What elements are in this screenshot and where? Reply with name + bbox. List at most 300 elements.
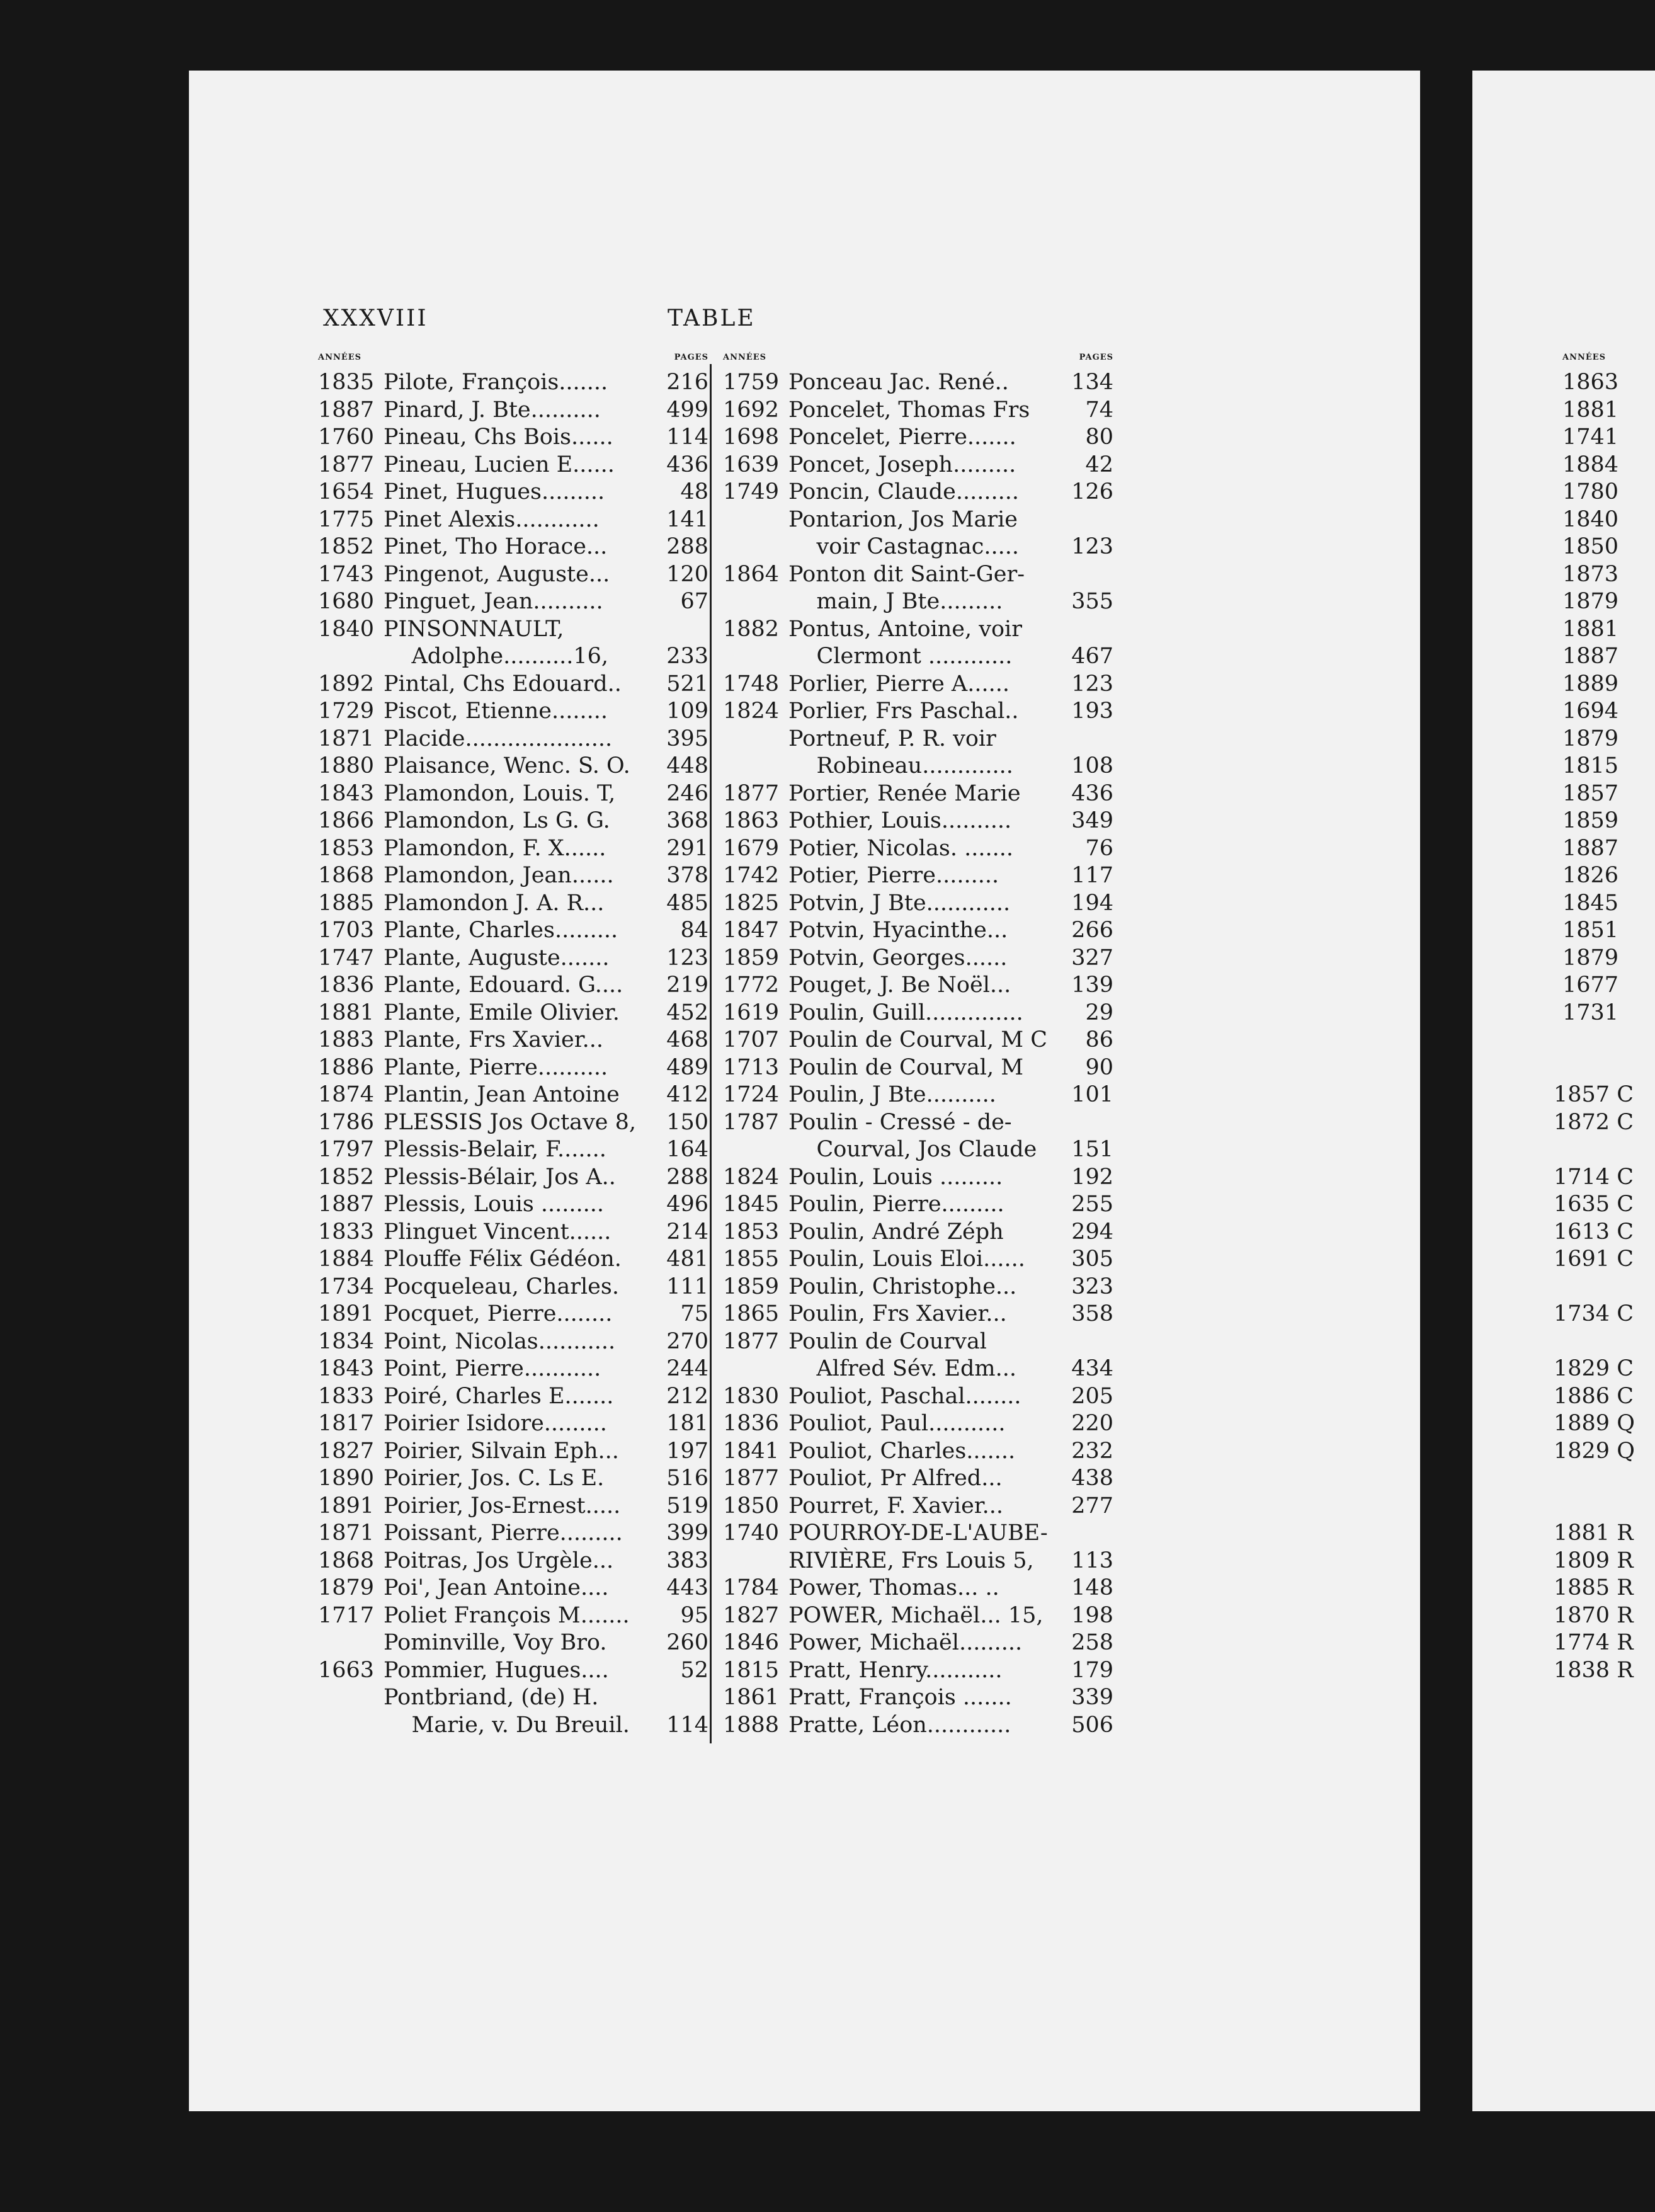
entry-page: 76 <box>1085 835 1113 861</box>
entry-page: 48 <box>680 479 708 505</box>
entry-year: 1742 <box>723 863 780 888</box>
entry-name: Poi', Jean Antoine.... <box>384 1575 609 1600</box>
entry-page: 358 <box>1071 1301 1113 1326</box>
index-entry <box>318 397 708 425</box>
entry-year: 1692 <box>723 397 780 423</box>
entry-page: 233 <box>666 644 708 669</box>
entry-name: Pourret, F. Xavier... <box>788 1493 1004 1519</box>
entry-page: 349 <box>1071 808 1113 833</box>
index-entry <box>318 369 708 397</box>
entry-name: Pinguet, Jean.......... <box>384 589 603 614</box>
entry-year: 1759 <box>723 370 780 395</box>
entry-name: Pouliot, Paschal........ <box>788 1383 1021 1409</box>
entry-page: 383 <box>666 1548 708 1573</box>
adjacent-entry-year: 1879 <box>1562 589 1619 614</box>
index-entry <box>318 1657 708 1685</box>
index-entry <box>318 780 708 808</box>
index-entry <box>723 1219 1113 1246</box>
entry-page: 52 <box>680 1657 708 1683</box>
entry-page: 123 <box>666 945 708 971</box>
entry-year: 1827 <box>318 1438 375 1464</box>
index-entry <box>318 1219 708 1246</box>
entry-name: Porlier, Frs Paschal.. <box>788 698 1019 724</box>
entry-page: 270 <box>666 1328 708 1354</box>
entry-name: Poirier, Silvain Eph... <box>384 1438 619 1464</box>
entry-name: Plaisance, Wenc. S. O. <box>384 753 630 778</box>
entry-year: 1679 <box>723 835 780 861</box>
index-entry <box>723 1081 1113 1109</box>
column-divider <box>710 364 712 1743</box>
entry-page: 216 <box>666 370 708 395</box>
index-entry <box>723 1383 1113 1411</box>
entry-page: 246 <box>666 780 708 806</box>
index-entry <box>318 917 708 945</box>
entry-page: 75 <box>680 1301 708 1326</box>
index-entry <box>318 698 708 726</box>
entry-page: 519 <box>666 1493 708 1519</box>
adjacent-entry-year: 1815 <box>1562 753 1619 778</box>
entry-year: 1859 <box>723 1274 780 1299</box>
entry-name: Plante, Edouard. G.... <box>384 972 623 998</box>
entry-year: 1760 <box>318 425 375 450</box>
entry-page: 260 <box>666 1630 708 1655</box>
index-entry <box>318 1136 708 1164</box>
entry-year: 1713 <box>723 1054 780 1080</box>
index-entry <box>318 1109 708 1137</box>
entry-year: 1772 <box>723 972 780 998</box>
index-entry <box>723 643 1113 671</box>
index-entry <box>723 1109 1113 1137</box>
entry-page: 86 <box>1085 1027 1113 1052</box>
entry-name: Poulin de Courval, M C <box>788 1027 1047 1052</box>
entry-year: 1724 <box>723 1082 780 1107</box>
entry-year: 1885 <box>318 890 375 916</box>
entry-page: 355 <box>1071 589 1113 614</box>
index-entry <box>723 1575 1113 1602</box>
entry-year: 1847 <box>723 918 780 943</box>
index-entry <box>723 1246 1113 1274</box>
entry-year: 1775 <box>318 506 375 532</box>
entry-name: Poncet, Joseph......... <box>788 452 1016 477</box>
entry-name: Pocquet, Pierre........ <box>384 1301 613 1326</box>
index-entry <box>318 807 708 835</box>
adjacent-page-column <box>1554 353 1655 1683</box>
adjacent-entry-year: 1889 Q <box>1554 1411 1635 1436</box>
entry-name: Poncin, Claude......... <box>788 479 1019 505</box>
column-header <box>723 353 1113 367</box>
entry-page: 339 <box>1071 1685 1113 1710</box>
index-entry <box>318 506 708 534</box>
entry-name: Alfred Sév. Edm... <box>788 1356 1016 1381</box>
entry-name: Plouffe Félix Gédéon. <box>384 1246 622 1272</box>
entry-name: Poirier, Jos. C. Ls E. <box>384 1466 605 1491</box>
index-entry <box>723 862 1113 890</box>
index-entry <box>318 588 708 616</box>
adjacent-entry-year: 1881 <box>1562 616 1619 642</box>
entry-name: Pintal, Chs Edouard.. <box>384 671 622 697</box>
entry-page: 443 <box>666 1575 708 1600</box>
entry-year: 1654 <box>318 479 375 505</box>
entry-name: Ponceau Jac. René.. <box>788 370 1009 395</box>
entry-page: 496 <box>666 1192 708 1217</box>
adjacent-entry-year: 1826 <box>1562 863 1619 888</box>
entry-name: Plante, Charles......... <box>384 918 618 943</box>
adjacent-entry-year: 1714 C <box>1554 1164 1634 1190</box>
entry-name: Poulin, Christophe... <box>788 1274 1017 1299</box>
entry-name: Pontbriand, (de) H. <box>384 1685 599 1710</box>
entry-year: 1877 <box>723 1466 780 1491</box>
entry-name: Poulin, Frs Xavier... <box>788 1301 1007 1326</box>
index-entry <box>723 890 1113 918</box>
entry-page: 506 <box>1071 1712 1113 1738</box>
entry-name: Pommier, Hugues.... <box>384 1657 609 1683</box>
entry-name: Portneuf, P. R. voir <box>788 726 996 751</box>
entry-page: 481 <box>666 1246 708 1272</box>
index-entry <box>318 1520 708 1548</box>
index-entry <box>723 1410 1113 1438</box>
entry-name: Potvin, Georges...... <box>788 945 1008 971</box>
adjacent-entry-year: 1885 R <box>1554 1575 1634 1600</box>
entry-name: Poissant, Pierre......... <box>384 1520 623 1546</box>
index-entry <box>318 671 708 698</box>
index-entry <box>723 1000 1113 1027</box>
adjacent-entry-year: 1884 <box>1562 452 1619 477</box>
entry-page: 327 <box>1071 945 1113 971</box>
index-entry <box>318 1054 708 1082</box>
adjacent-entry-year: 1780 <box>1562 479 1619 505</box>
adjacent-entry-year: 1838 R <box>1554 1657 1634 1683</box>
entry-year: 1787 <box>723 1109 780 1135</box>
entry-name: Poulin, Louis Eloi...... <box>788 1246 1025 1272</box>
index-entry <box>318 1438 708 1466</box>
entry-name: Pineau, Chs Bois...... <box>384 425 613 450</box>
entry-year: 1877 <box>723 780 780 806</box>
entry-year: 1852 <box>318 534 375 559</box>
index-entry <box>723 1438 1113 1466</box>
entry-name: Potier, Nicolas. ....... <box>788 835 1013 861</box>
index-entry <box>318 1191 708 1219</box>
adjacent-entry-year: 1635 C <box>1554 1192 1634 1217</box>
index-entry <box>318 1712 708 1740</box>
index-entry <box>318 533 708 561</box>
entry-name: Porlier, Pierre A...... <box>788 671 1009 697</box>
entry-year: 1874 <box>318 1082 375 1107</box>
entry-year: 1729 <box>318 698 375 724</box>
index-entry <box>723 1274 1113 1301</box>
adjacent-entry-year: 1881 R <box>1554 1520 1634 1546</box>
index-entry <box>318 1355 708 1383</box>
entry-year: 1871 <box>318 726 375 751</box>
entry-name: Pouliot, Charles....... <box>788 1438 1016 1464</box>
index-entry <box>318 643 708 671</box>
index-entry <box>723 807 1113 835</box>
entry-year: 1815 <box>723 1657 780 1683</box>
entry-page: 179 <box>1071 1657 1113 1683</box>
entry-page: 499 <box>666 397 708 423</box>
index-entry <box>723 452 1113 479</box>
index-entry <box>723 1301 1113 1328</box>
entry-page: 516 <box>666 1466 708 1491</box>
index-entry <box>723 698 1113 726</box>
index-column-right <box>723 353 1113 1739</box>
entry-name: Poncelet, Pierre....... <box>788 425 1016 450</box>
entry-year: 1833 <box>318 1219 375 1245</box>
adjacent-entry-year: 1850 <box>1562 534 1619 559</box>
adjacent-entry-year: 1829 Q <box>1554 1438 1635 1464</box>
entry-page: 151 <box>1071 1137 1113 1162</box>
entry-year: 1835 <box>318 370 375 395</box>
entry-name: Pouliot, Pr Alfred... <box>788 1466 1003 1491</box>
entry-name: Marie, v. Du Breuil. <box>384 1712 630 1738</box>
entry-name: Pothier, Louis.......... <box>788 808 1012 833</box>
index-entry <box>723 1602 1113 1630</box>
entry-page: 220 <box>1071 1411 1113 1436</box>
adjacent-entry-year: 1691 C <box>1554 1246 1634 1272</box>
entry-page: 120 <box>666 561 708 587</box>
entry-year: 1877 <box>723 1328 780 1354</box>
entry-page: 244 <box>666 1356 708 1381</box>
index-entry <box>723 1191 1113 1219</box>
entry-name: Poiré, Charles E....... <box>384 1383 614 1409</box>
entry-page: 197 <box>666 1438 708 1464</box>
index-entry <box>723 753 1113 780</box>
column-header <box>318 353 708 367</box>
index-entry <box>318 1328 708 1356</box>
index-entry <box>318 1602 708 1630</box>
entry-page: 212 <box>666 1383 708 1409</box>
index-entry <box>723 533 1113 561</box>
entry-name: PLESSIS Jos Octave 8, <box>384 1109 637 1135</box>
entry-year: 1840 <box>318 616 375 642</box>
entry-name: Poulin, Pierre......... <box>788 1192 1004 1217</box>
entry-year: 1825 <box>723 890 780 916</box>
entry-year: 1698 <box>723 425 780 450</box>
entry-page: 114 <box>666 1712 708 1738</box>
entry-page: 305 <box>1071 1246 1113 1272</box>
entry-name: PINSONNAULT, <box>384 616 564 642</box>
entry-page: 194 <box>1071 890 1113 916</box>
adjacent-entry-year: 1731 <box>1562 1000 1619 1025</box>
entry-name: Poulin, Guill.............. <box>788 1000 1023 1025</box>
entry-name: Plamondon, Louis. T, <box>384 780 616 806</box>
entry-name: POWER, Michaël... 15, <box>788 1602 1044 1628</box>
entry-year: 1834 <box>318 1328 375 1354</box>
entry-name: Poulin de Courval, M <box>788 1054 1024 1080</box>
index-entry <box>318 753 708 780</box>
entry-name: Plante, Pierre.......... <box>384 1054 608 1080</box>
index-entry <box>318 1493 708 1520</box>
entry-name: Potvin, Hyacinthe... <box>788 918 1008 943</box>
entry-name: Pinet, Tho Horace... <box>384 534 608 559</box>
entry-year: 1639 <box>723 452 780 477</box>
entry-year: 1886 <box>318 1054 375 1080</box>
entry-page: 164 <box>666 1137 708 1162</box>
entry-year: 1866 <box>318 808 375 833</box>
adjacent-entry-year: 1840 <box>1562 506 1619 532</box>
entry-year: 1784 <box>723 1575 780 1600</box>
adjacent-entry-year: 1887 <box>1562 835 1619 861</box>
entry-page: 436 <box>1071 780 1113 806</box>
entry-year: 1868 <box>318 1548 375 1573</box>
entry-name: Pinard, J. Bte.......... <box>384 397 601 423</box>
index-entry <box>723 424 1113 452</box>
entry-name: Pratte, Léon............ <box>788 1712 1011 1738</box>
entry-year: 1850 <box>723 1493 780 1519</box>
entry-page: 521 <box>666 671 708 697</box>
entry-year: 1891 <box>318 1301 375 1326</box>
entry-name: Portier, Renée Marie <box>788 780 1021 806</box>
entry-name: Pinet Alexis............ <box>384 506 600 532</box>
index-entry <box>723 1712 1113 1740</box>
index-entry <box>723 972 1113 1000</box>
entry-year: 1884 <box>318 1246 375 1272</box>
entry-name: Pouliot, Paul........... <box>788 1411 1006 1436</box>
index-entry <box>318 1410 708 1438</box>
index-entry <box>723 1027 1113 1054</box>
index-entry <box>318 452 708 479</box>
entry-year: 1830 <box>723 1383 780 1409</box>
entry-page: 489 <box>666 1054 708 1080</box>
entry-year: 1786 <box>318 1109 375 1135</box>
entry-name: Pocqueleau, Charles. <box>384 1274 619 1299</box>
entry-page: 84 <box>680 918 708 943</box>
index-entry <box>318 1629 708 1657</box>
entry-year: 1890 <box>318 1466 375 1491</box>
entry-page: 291 <box>666 835 708 861</box>
index-entry <box>723 1548 1113 1575</box>
entry-page: 42 <box>1085 452 1113 477</box>
entry-name: Plessis-Belair, F....... <box>384 1137 606 1162</box>
index-entry <box>318 890 708 918</box>
entry-page: 468 <box>666 1027 708 1052</box>
entry-name: voir Castagnac..... <box>788 534 1019 559</box>
adjacent-entry-year: 1734 C <box>1554 1301 1634 1326</box>
adjacent-entry-year: 1887 <box>1562 644 1619 669</box>
entry-year: 1855 <box>723 1246 780 1272</box>
entry-page: 111 <box>666 1274 708 1299</box>
index-entry <box>723 1493 1113 1520</box>
index-entry <box>318 1548 708 1575</box>
entry-page: 258 <box>1071 1630 1113 1655</box>
entry-name: Power, Thomas... .. <box>788 1575 999 1600</box>
index-entry <box>318 561 708 589</box>
entry-page: 452 <box>666 1000 708 1025</box>
index-entry <box>723 506 1113 534</box>
entry-page: 214 <box>666 1219 708 1245</box>
entry-page: 113 <box>1071 1548 1113 1573</box>
entry-year: 1846 <box>723 1630 780 1655</box>
index-entry <box>723 397 1113 425</box>
entry-page: 95 <box>680 1602 708 1628</box>
entry-year: 1748 <box>723 671 780 697</box>
entry-name: Plessis-Bélair, Jos A.. <box>384 1164 616 1190</box>
entry-name: Pinet, Hugues......... <box>384 479 605 505</box>
adjacent-entry-year: 1829 C <box>1554 1356 1634 1381</box>
entry-name: Plamondon J. A. R... <box>384 890 605 916</box>
adjacent-entry-year: 1677 <box>1562 972 1619 998</box>
entry-year: 1880 <box>318 753 375 778</box>
index-entry <box>318 1465 708 1493</box>
entry-year: 1817 <box>318 1411 375 1436</box>
entry-page: 232 <box>1071 1438 1113 1464</box>
entry-name: Placide..................... <box>384 726 613 751</box>
entry-page: 294 <box>1071 1219 1113 1245</box>
entry-year: 1863 <box>723 808 780 833</box>
entry-page: 193 <box>1071 698 1113 724</box>
entry-page: 139 <box>1071 972 1113 998</box>
entry-year: 1877 <box>318 452 375 477</box>
entry-name: Plante, Emile Olivier. <box>384 1000 620 1025</box>
adjacent-entry-year: 1857 C <box>1554 1082 1634 1107</box>
entry-page: 467 <box>1071 644 1113 669</box>
entry-name: Potier, Pierre......... <box>788 863 999 888</box>
entry-year: 1892 <box>318 671 375 697</box>
adjacent-entry-year: 1851 <box>1562 918 1619 943</box>
entry-year: 1845 <box>723 1192 780 1217</box>
adjacent-entry-year: 1845 <box>1562 890 1619 916</box>
adjacent-entry-year: 1694 <box>1562 698 1619 724</box>
entry-name: Plamondon, Jean...... <box>384 863 614 888</box>
index-entry <box>318 1684 708 1712</box>
entry-year: 1861 <box>723 1685 780 1710</box>
entry-year: 1797 <box>318 1137 375 1162</box>
entry-page: 67 <box>680 589 708 614</box>
entry-year: 1879 <box>318 1575 375 1600</box>
entry-year: 1747 <box>318 945 375 971</box>
entry-page: 378 <box>666 863 708 888</box>
adjacent-entry-year: 1870 R <box>1554 1602 1634 1628</box>
entry-name: Power, Michaël......... <box>788 1630 1023 1655</box>
entry-page: 123 <box>1071 671 1113 697</box>
adjacent-entry-year: 1872 C <box>1554 1109 1634 1135</box>
adjacent-entry-year: 1809 R <box>1554 1548 1634 1573</box>
index-entry <box>723 479 1113 506</box>
entry-year: 1703 <box>318 918 375 943</box>
entry-name: Plante, Auguste....... <box>384 945 610 971</box>
entry-page: 123 <box>1071 534 1113 559</box>
adjacent-entry-year: 1886 C <box>1554 1383 1634 1409</box>
adjacent-entry-year: 1859 <box>1562 808 1619 833</box>
entry-page: 109 <box>666 698 708 724</box>
entry-page: 219 <box>666 972 708 998</box>
entry-name: Pontus, Antoine, voir <box>788 616 1022 642</box>
index-entry <box>318 945 708 972</box>
index-entry <box>723 1465 1113 1493</box>
entry-year: 1749 <box>723 479 780 505</box>
entry-name: Plantin, Jean Antoine <box>384 1082 620 1107</box>
pages-header: PAGES <box>674 353 708 362</box>
index-entry <box>723 945 1113 972</box>
entry-year: 1841 <box>723 1438 780 1464</box>
index-column-left <box>318 353 708 1739</box>
entry-name: Pominville, Voy Bro. <box>384 1630 607 1655</box>
entry-year: 1824 <box>723 698 780 724</box>
entry-year: 1891 <box>318 1493 375 1519</box>
index-entry <box>723 1629 1113 1657</box>
index-entry <box>318 479 708 506</box>
entry-page: 323 <box>1071 1274 1113 1299</box>
entry-name: Robineau............. <box>788 753 1013 778</box>
entry-year: 1888 <box>723 1712 780 1738</box>
entry-page: 108 <box>1071 753 1113 778</box>
index-entry <box>318 1000 708 1027</box>
entry-name: Plamondon, F. X...... <box>384 835 606 861</box>
entry-page: 288 <box>666 534 708 559</box>
entry-page: 90 <box>1085 1054 1113 1080</box>
entry-page: 395 <box>666 726 708 751</box>
index-entry <box>318 1246 708 1274</box>
adjacent-entry-year: 1879 <box>1562 945 1619 971</box>
